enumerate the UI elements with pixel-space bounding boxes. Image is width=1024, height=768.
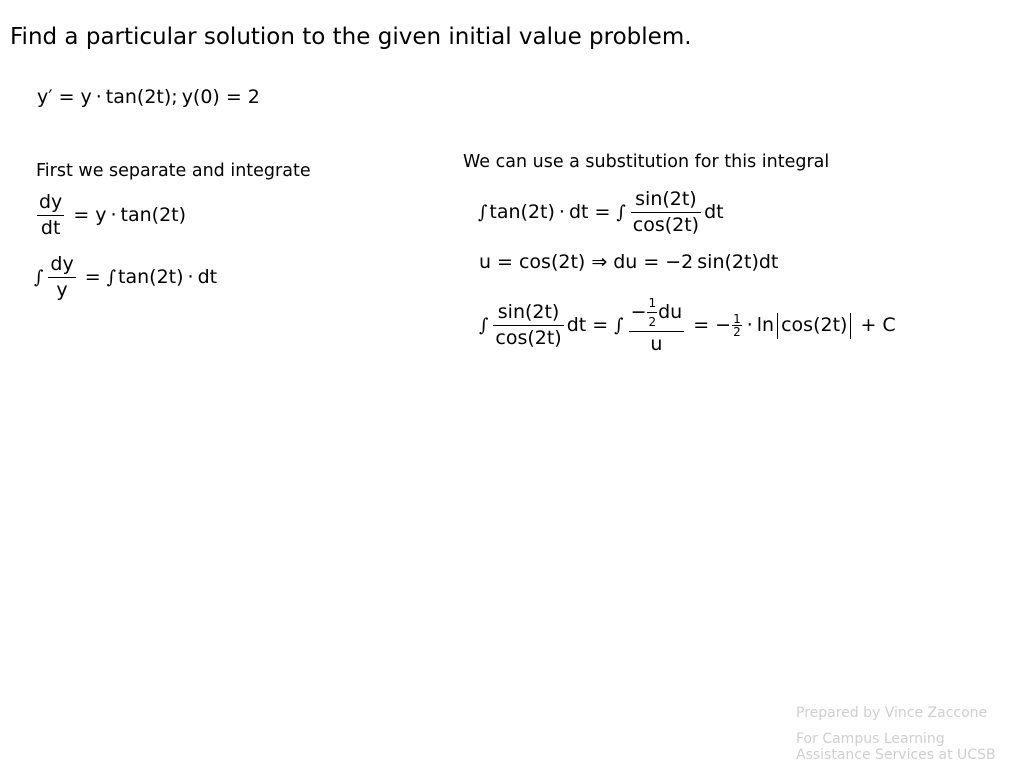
tan-term: tan(2t) <box>489 201 555 223</box>
footer-credit-org <box>796 731 996 763</box>
plus-sign: + <box>860 314 877 336</box>
denominator: y <box>56 279 68 301</box>
dt-term: dt <box>566 314 587 336</box>
integral-equation <box>34 255 217 300</box>
half-numerator: 1 <box>647 297 657 313</box>
integral-sign: ∫ <box>614 314 624 336</box>
minus-sign: − <box>715 314 732 336</box>
denominator: cos(2t) <box>632 214 700 236</box>
integral-sign: ∫ <box>616 201 626 223</box>
dt-term: dt <box>197 266 218 288</box>
dot-operator: · <box>187 266 194 288</box>
equals-sign: = <box>497 251 513 273</box>
dy-y-fraction <box>48 255 75 300</box>
substitution-line-1 <box>478 190 724 235</box>
denominator: u <box>650 333 663 355</box>
half-denominator: 2 <box>733 325 741 339</box>
sin-cos-fraction <box>493 303 563 348</box>
dot-operator: · <box>110 204 117 226</box>
page-title: Find a particular solution to the given initial value problem. <box>10 24 692 50</box>
du-term: du <box>658 301 683 323</box>
integral-sign: ∫ <box>479 314 489 336</box>
footer-credit-author: Prepared by Vince Zaccone <box>796 705 988 721</box>
numerator <box>629 297 685 332</box>
cos-term: cos(2t) <box>518 251 586 273</box>
dt-term: dt <box>704 201 724 223</box>
initial-condition: y(0) <box>181 86 220 108</box>
integral-sign: ∫ <box>106 266 117 288</box>
integral-sign: ∫ <box>34 266 44 288</box>
substitution-line-3 <box>479 297 896 354</box>
tan-term: tan(2t) <box>118 266 184 288</box>
y-var: y <box>80 86 92 108</box>
dy-dt-fraction <box>37 193 64 238</box>
denominator: dt <box>40 217 61 239</box>
problem-equation <box>37 88 260 107</box>
dot-operator: · <box>746 314 753 336</box>
ln-function: ln <box>756 314 775 336</box>
substitution-line-2 <box>479 253 778 272</box>
coefficient: −2 <box>665 251 694 273</box>
equals-sign: = <box>225 86 242 108</box>
u-var: u <box>479 251 492 273</box>
tan-term: tan(2t) <box>120 204 187 226</box>
implies-arrow: ⇒ <box>591 251 608 273</box>
y-var: y <box>95 204 107 226</box>
footer-line-2: For Campus Learning <box>796 731 945 747</box>
dt-term: dt <box>568 201 589 223</box>
y-prime: y′ <box>37 86 53 108</box>
sin-cos-fraction <box>631 190 701 235</box>
equals-sign: = <box>73 204 90 226</box>
half-fraction <box>732 313 742 338</box>
initial-value: 2 <box>247 86 260 108</box>
abs-bar-left <box>777 313 778 339</box>
dot-operator: · <box>95 86 102 108</box>
equals-sign: = <box>58 86 75 108</box>
constant-c: C <box>882 314 896 336</box>
equals-sign: = <box>84 266 101 288</box>
abs-bar-right <box>850 313 851 339</box>
cos-term: cos(2t) <box>781 314 848 336</box>
half-numerator: 1 <box>733 312 741 326</box>
footer-line-3: Assistance Services at UCSB <box>796 747 996 763</box>
du-u-fraction <box>629 297 685 354</box>
half-fraction <box>647 297 657 328</box>
numerator: dy <box>48 255 75 278</box>
du-term: du <box>613 251 638 273</box>
half-denominator: 2 <box>648 315 657 329</box>
numerator: dy <box>37 193 64 216</box>
minus-sign: − <box>630 301 647 323</box>
right-heading: We can use a substitution for this integral <box>463 152 830 172</box>
equals-sign: = <box>643 251 660 273</box>
denominator: cos(2t) <box>495 327 562 349</box>
equals-sign: = <box>592 314 609 336</box>
tan-term: tan(2t); <box>105 86 178 108</box>
numerator: sin(2t) <box>631 190 701 213</box>
integral-sign: ∫ <box>478 201 488 223</box>
equals-sign: = <box>693 314 710 336</box>
dot-operator: · <box>558 201 565 223</box>
equals-sign: = <box>594 201 611 223</box>
numerator: sin(2t) <box>493 303 563 326</box>
left-heading: First we separate and integrate <box>36 161 311 181</box>
sin-term: sin(2t)dt <box>697 251 779 273</box>
separated-equation <box>34 193 186 238</box>
